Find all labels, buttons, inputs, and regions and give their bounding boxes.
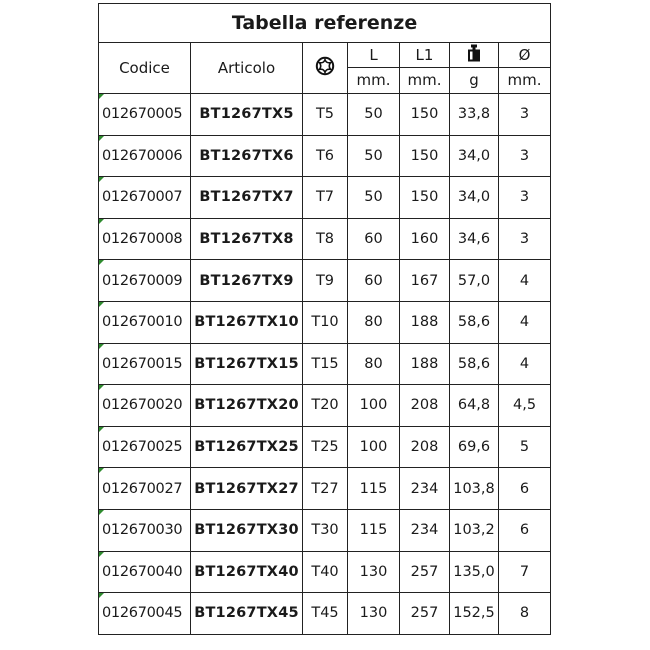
cell-codice: 012670008 bbox=[99, 218, 191, 260]
cell-l: 115 bbox=[348, 468, 400, 510]
cell-tip: T40 bbox=[303, 551, 348, 593]
cell-weight: 34,6 bbox=[450, 218, 499, 260]
cell-articolo: BT1267TX45 bbox=[191, 593, 303, 635]
cell-diameter: 4 bbox=[499, 260, 551, 302]
cell-codice: 012670025 bbox=[99, 426, 191, 468]
cell-weight: 58,6 bbox=[450, 343, 499, 385]
table-body bbox=[99, 94, 551, 635]
header-l: L bbox=[348, 43, 400, 68]
table-row bbox=[99, 385, 551, 427]
cell-codice: 012670030 bbox=[99, 509, 191, 551]
cell-tip: T25 bbox=[303, 426, 348, 468]
cell-weight: 135,0 bbox=[450, 551, 499, 593]
cell-weight: 103,8 bbox=[450, 468, 499, 510]
reference-table-container bbox=[98, 3, 550, 635]
header-diameter: Ø bbox=[499, 43, 551, 68]
cell-diameter: 3 bbox=[499, 218, 551, 260]
cell-articolo: BT1267TX40 bbox=[191, 551, 303, 593]
cell-l1: 257 bbox=[400, 593, 450, 635]
cell-l: 50 bbox=[348, 177, 400, 219]
cell-l: 100 bbox=[348, 385, 400, 427]
cell-l: 60 bbox=[348, 260, 400, 302]
cell-diameter: 3 bbox=[499, 94, 551, 136]
cell-tip: T30 bbox=[303, 509, 348, 551]
cell-l: 50 bbox=[348, 135, 400, 177]
cell-tip: T45 bbox=[303, 593, 348, 635]
cell-diameter: 4,5 bbox=[499, 385, 551, 427]
cell-articolo: BT1267TX30 bbox=[191, 509, 303, 551]
cell-l: 100 bbox=[348, 426, 400, 468]
cell-codice: 012670040 bbox=[99, 551, 191, 593]
table-row bbox=[99, 426, 551, 468]
cell-articolo: BT1267TX8 bbox=[191, 218, 303, 260]
cell-diameter: 8 bbox=[499, 593, 551, 635]
table-row bbox=[99, 301, 551, 343]
cell-l1: 167 bbox=[400, 260, 450, 302]
cell-l: 50 bbox=[348, 94, 400, 136]
header-codice: Codice bbox=[99, 43, 191, 94]
cell-l1: 208 bbox=[400, 385, 450, 427]
cell-codice: 012670005 bbox=[99, 94, 191, 136]
torx-star-icon bbox=[315, 56, 335, 80]
cell-weight: 69,6 bbox=[450, 426, 499, 468]
cell-diameter: 4 bbox=[499, 343, 551, 385]
cell-articolo: BT1267TX5 bbox=[191, 94, 303, 136]
cell-tip: T20 bbox=[303, 385, 348, 427]
cell-diameter: 5 bbox=[499, 426, 551, 468]
cell-codice: 012670020 bbox=[99, 385, 191, 427]
header-diameter-unit: mm. bbox=[499, 67, 551, 93]
cell-l1: 150 bbox=[400, 177, 450, 219]
cell-codice: 012670027 bbox=[99, 468, 191, 510]
cell-diameter: 7 bbox=[499, 551, 551, 593]
table-row bbox=[99, 135, 551, 177]
table-row bbox=[99, 94, 551, 136]
table-row bbox=[99, 218, 551, 260]
header-l1-unit: mm. bbox=[400, 67, 450, 93]
table-row bbox=[99, 177, 551, 219]
cell-l: 80 bbox=[348, 343, 400, 385]
cell-l1: 257 bbox=[400, 551, 450, 593]
cell-diameter: 3 bbox=[499, 177, 551, 219]
table-row bbox=[99, 343, 551, 385]
table-title: Tabella referenze bbox=[99, 4, 551, 43]
table-row bbox=[99, 593, 551, 635]
cell-articolo: BT1267TX6 bbox=[191, 135, 303, 177]
header-articolo: Articolo bbox=[191, 43, 303, 94]
cell-articolo: BT1267TX27 bbox=[191, 468, 303, 510]
cell-l: 130 bbox=[348, 551, 400, 593]
cell-l: 80 bbox=[348, 301, 400, 343]
cell-diameter: 3 bbox=[499, 135, 551, 177]
cell-weight: 152,5 bbox=[450, 593, 499, 635]
cell-tip: T15 bbox=[303, 343, 348, 385]
reference-table bbox=[98, 3, 551, 635]
weight-icon bbox=[467, 44, 481, 66]
cell-weight: 64,8 bbox=[450, 385, 499, 427]
cell-weight: 34,0 bbox=[450, 177, 499, 219]
cell-articolo: BT1267TX7 bbox=[191, 177, 303, 219]
table-row bbox=[99, 260, 551, 302]
cell-articolo: BT1267TX15 bbox=[191, 343, 303, 385]
cell-l1: 188 bbox=[400, 343, 450, 385]
cell-tip: T27 bbox=[303, 468, 348, 510]
cell-tip: T8 bbox=[303, 218, 348, 260]
table-row bbox=[99, 509, 551, 551]
cell-weight: 34,0 bbox=[450, 135, 499, 177]
cell-l1: 188 bbox=[400, 301, 450, 343]
cell-l1: 150 bbox=[400, 135, 450, 177]
cell-l: 60 bbox=[348, 218, 400, 260]
cell-diameter: 4 bbox=[499, 301, 551, 343]
table-row bbox=[99, 551, 551, 593]
cell-l1: 208 bbox=[400, 426, 450, 468]
cell-diameter: 6 bbox=[499, 468, 551, 510]
cell-codice: 012670015 bbox=[99, 343, 191, 385]
cell-l1: 234 bbox=[400, 509, 450, 551]
cell-tip: T7 bbox=[303, 177, 348, 219]
cell-l: 130 bbox=[348, 593, 400, 635]
cell-weight: 57,0 bbox=[450, 260, 499, 302]
header-weight bbox=[450, 43, 499, 68]
cell-articolo: BT1267TX20 bbox=[191, 385, 303, 427]
cell-l: 115 bbox=[348, 509, 400, 551]
cell-codice: 012670009 bbox=[99, 260, 191, 302]
cell-l1: 234 bbox=[400, 468, 450, 510]
cell-tip: T6 bbox=[303, 135, 348, 177]
cell-weight: 33,8 bbox=[450, 94, 499, 136]
header-weight-unit: g bbox=[450, 67, 499, 93]
cell-articolo: BT1267TX25 bbox=[191, 426, 303, 468]
table-row bbox=[99, 468, 551, 510]
header-l-unit: mm. bbox=[348, 67, 400, 93]
cell-articolo: BT1267TX10 bbox=[191, 301, 303, 343]
cell-codice: 012670007 bbox=[99, 177, 191, 219]
cell-codice: 012670045 bbox=[99, 593, 191, 635]
cell-tip: T9 bbox=[303, 260, 348, 302]
cell-codice: 012670010 bbox=[99, 301, 191, 343]
cell-diameter: 6 bbox=[499, 509, 551, 551]
cell-tip: T10 bbox=[303, 301, 348, 343]
header-l1: L1 bbox=[400, 43, 450, 68]
cell-weight: 58,6 bbox=[450, 301, 499, 343]
cell-tip: T5 bbox=[303, 94, 348, 136]
cell-codice: 012670006 bbox=[99, 135, 191, 177]
cell-articolo: BT1267TX9 bbox=[191, 260, 303, 302]
cell-weight: 103,2 bbox=[450, 509, 499, 551]
cell-l1: 150 bbox=[400, 94, 450, 136]
cell-l1: 160 bbox=[400, 218, 450, 260]
header-torx bbox=[303, 43, 348, 94]
